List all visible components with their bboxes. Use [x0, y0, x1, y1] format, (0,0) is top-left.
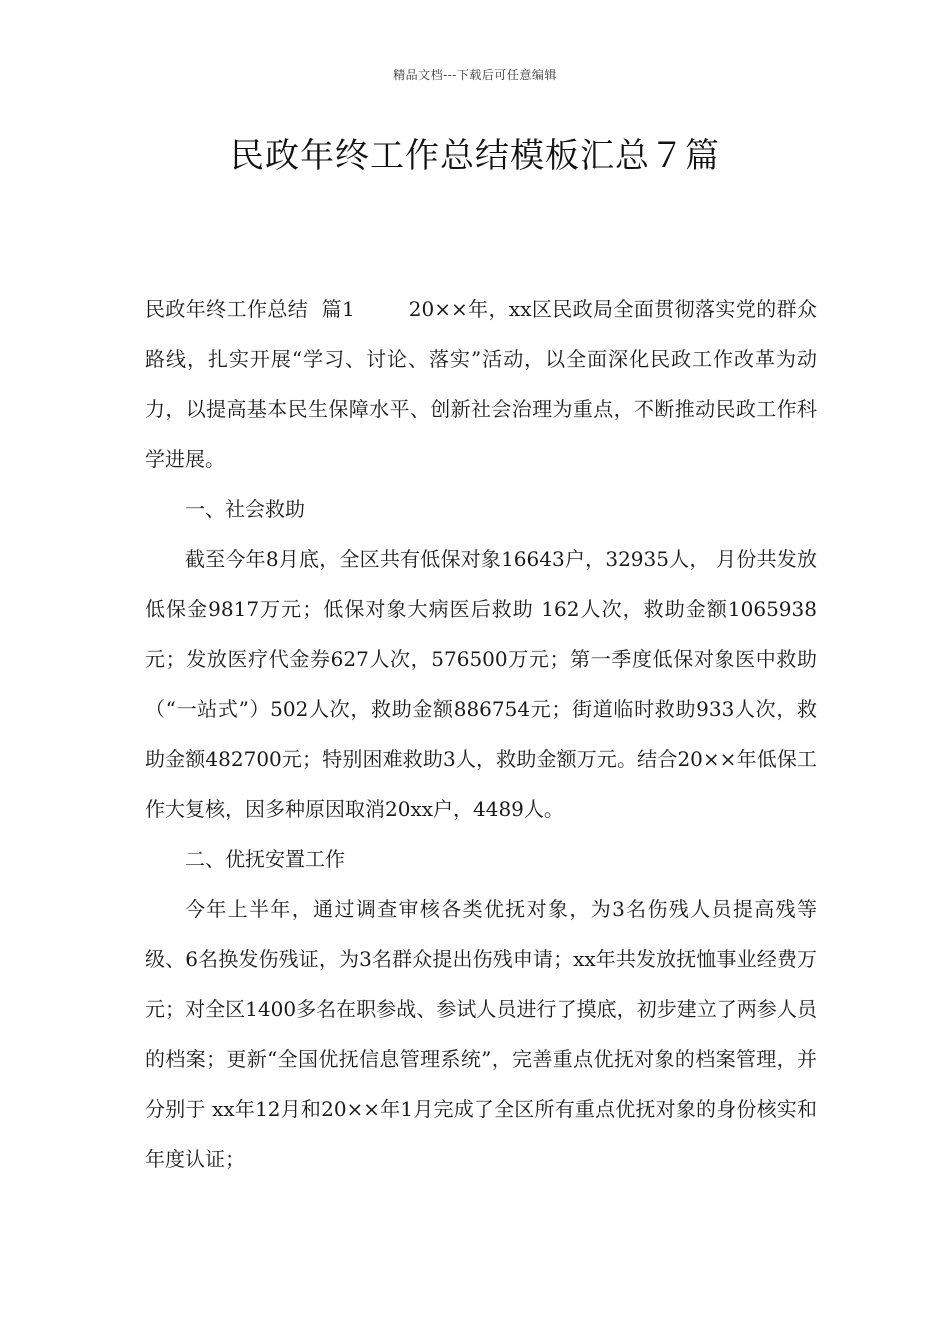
paragraph-intro: 民政年终工作总结 篇1 20××年，xx区民政局全面贯彻落实党的群众路线，扎实开展“学习、讨论、落实”活动，以全面深化民政工作改革为动力，以提高基本民生保障水平、创新社会治理为重点，不断推动民政工作科学进展。	[145, 297, 817, 471]
document-title: 民政年终工作总结模板汇总７篇	[230, 136, 720, 176]
paragraph-special-care: 今年上半年，通过调查审核各类优抚对象，为3名伤残人员提高残等级、6名换发伤残证，为3名群众提出伤残申请；xx年共发放抚恤事业经费万元；对全区1400多名在职参战、参试人员进行了摸底，初步建立了两参人员的档案；更新“全国优抚信息管理系统”，完善重点优抚对象的档案管理，并分别于 xx年12月和20××年1月完成了全区所有重点优抚对象的身份核实和年度认证；	[145, 897, 817, 1171]
paragraph-social-aid: 截至今年8月底，全区共有低保对象16643户，32935人， 月份共发放低保金9817万元；低保对象大病医后救助 162人次，救助金额1065938元；发放医疗代金券627人次，576500万元；第一季度低保对象医中救助（“一站式”）502人次，救助金额886754元；街道临时救助933人次，救助金额482700元；特别困难救助3人，救助金额万元。结合20××年低保工作大复核，因多种原因取消20xx户，4489人。	[145, 547, 817, 821]
header-note: 精品文档---下载后可任意编辑	[393, 68, 557, 82]
section-heading-social-aid: 一、社会救助	[185, 497, 305, 521]
document-body	[145, 284, 817, 1184]
section-heading-special-care: 二、优抚安置工作	[185, 847, 345, 871]
